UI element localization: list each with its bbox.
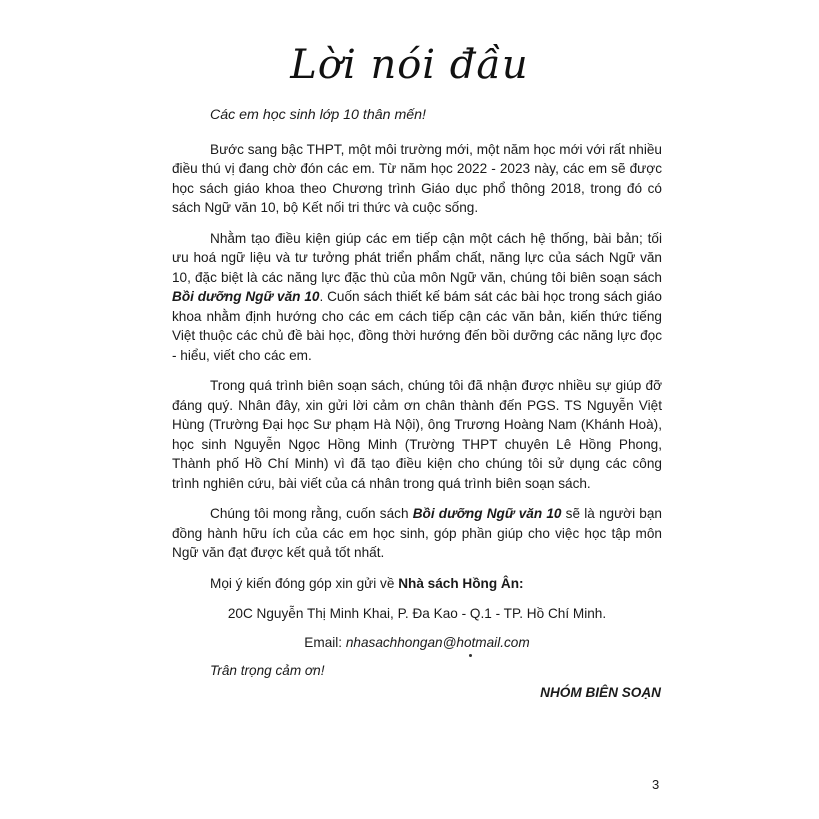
paragraph-3: Trong quá trình biên soạn sách, chúng tôi đã nhận được nhiều sự giúp đỡ đáng quý. Nhân đây, xin gửi lời cảm ơn chân thành đến PGS. TS Nguyễn Việt Hùng (Trường Đại học Sư phạm Hà Nội), ông Trương Hoàng Nam (Khánh Hoà), học sinh Nguyễn Ngọc Hồng Minh (Trường THPT chuyên Lê Hồng Phong, Thành phố Hồ Chí Minh) vì đã tạo điều kiện cho chúng tôi sử dụng các công trình nghiên cứu, bài viết của cá nhân trong quá trình biên soạn sách. [172,378,662,491]
page-number: 3 [652,777,660,792]
book-title: Bồi dưỡng Ngữ văn 10 [412,506,562,521]
contact-intro [172,574,662,594]
paragraph-2 [172,229,662,366]
signature: NHÓM BIÊN SOẠN [540,685,661,700]
paragraph-2-before: Nhằm tạo điều kiện giúp các em tiếp cận một cách hệ thống, bài bản; tối ưu hoá ngữ liệu và tư tưởng phát triển phẩm chất, năng lực của sách Ngữ văn 10, đặc biệt là các năng lực đặc thù của môn Ngữ văn, chúng tôi biên soạn sách [172,230,662,285]
email-label: Email: [304,634,346,650]
paragraph-2-after: . Cuốn sách thiết kế bám sát các bài học trong sách giáo khoa nhằm định hướng cho các em cách tiếp cận các văn bản, kiến thức tiếng Việt thuộc các chủ đề bài học, đồng thời hướng đến bồi dưỡng các năng lực đọc - hiểu, viết cho các em. [172,289,662,363]
preface-body [172,106,662,692]
paragraph-4-before: Chúng tôi mong rằng, cuốn sách [210,506,413,521]
paragraph-4 [172,504,662,563]
contact-colon: : [519,575,524,591]
email-address: nhasachhongan@hotmail.com [345,634,530,650]
publisher-name: Nhà sách Hồng Ân [398,575,520,591]
contact-intro-text: Mọi ý kiến đóng góp xin gửi về [210,575,399,591]
closing-thanks: Trân trọng cảm ơn! [210,663,325,678]
ink-dot [469,654,472,657]
page-title: Lời nói đầu [290,42,529,88]
contact-address: 20C Nguyễn Thị Minh Khai, P. Đa Kao - Q.1 - TP. Hồ Chí Minh. [227,606,607,621]
paragraph-4-after: sẽ là người bạn đồng hành hữu ích của các em học sinh, góp phần giúp cho việc học tập môn Ngữ văn đạt được kết quả tốt nhất. [172,506,662,560]
greeting: Các em học sinh lớp 10 thân mến! [210,107,426,123]
contact-email [172,633,662,653]
paragraph-1: Bước sang bậc THPT, một môi trường mới, một năm học mới với rất nhiều điều thú vị đang chờ đón các em. Từ năm học 2022 - 2023 này, các em sẽ được học sách giáo khoa theo Chương trình Giáo dục phổ thông 2018, trong đó có sách Ngữ văn 10, bộ Kết nối tri thức và cuộc sống. [172,141,662,215]
book-title: Bồi dưỡng Ngữ văn 10 [172,289,320,304]
